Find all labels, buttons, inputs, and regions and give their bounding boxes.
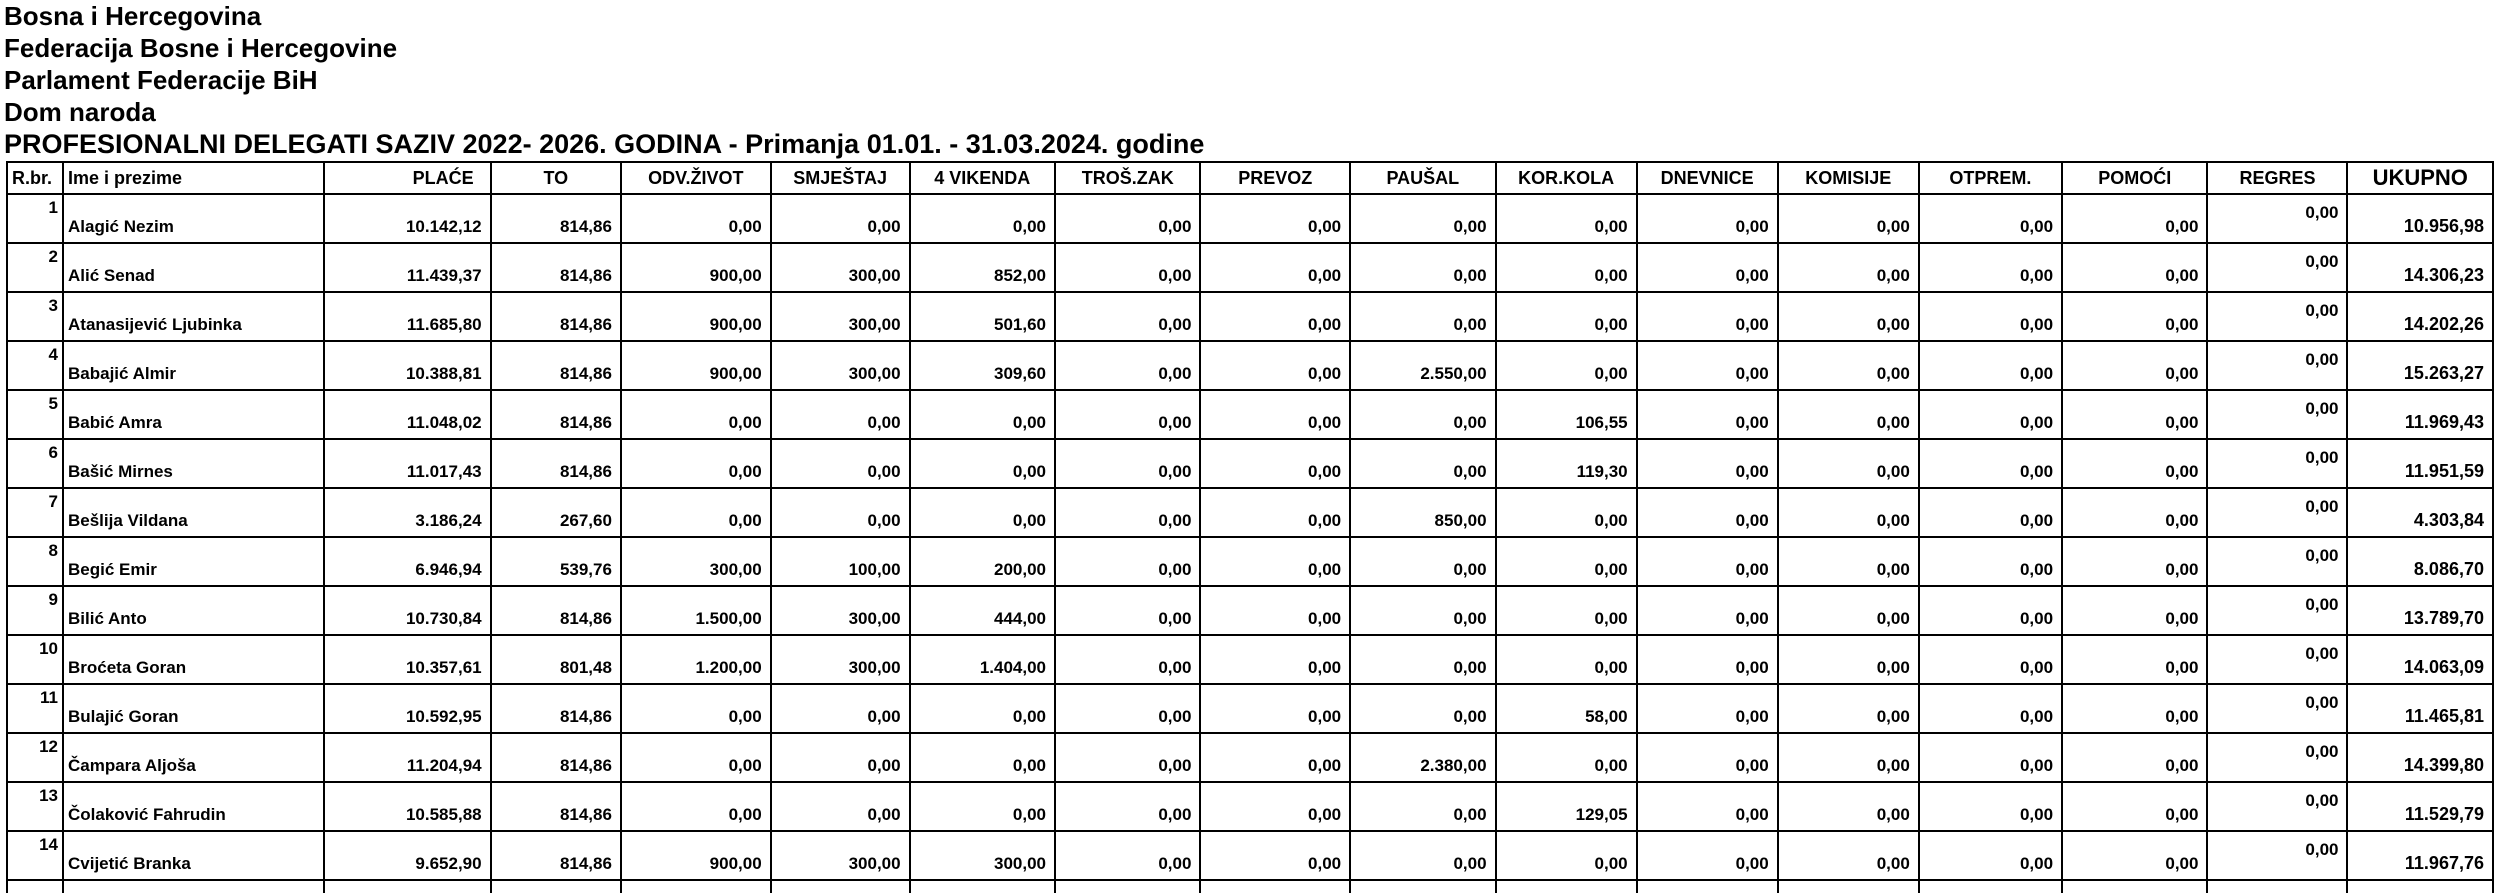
col-header-tros-zak: TROŠ.ZAK <box>1055 162 1200 194</box>
col-header-4-vikenda: 4 VIKENDA <box>910 162 1055 194</box>
cell-dnevnice: 0,00 <box>1637 243 1778 292</box>
cell-pomoci: 0,00 <box>2062 439 2207 488</box>
cell-komisije: 0,00 <box>1778 733 1919 782</box>
cell-otprem: 0,00 <box>1919 292 2062 341</box>
cell-kor-kola: 0,00 <box>1496 292 1637 341</box>
cell-tros-zak: 0,00 <box>1055 243 1200 292</box>
cell-pomoci: 0,00 <box>2062 341 2207 390</box>
cell-dnevnice: 0,00 <box>1637 341 1778 390</box>
cell-prevoz: 0,00 <box>1200 194 1350 243</box>
cell-place: 11.439,37 <box>324 243 491 292</box>
cell-place: 10.592,95 <box>324 684 491 733</box>
col-header-ukupno: UKUPNO <box>2347 162 2493 194</box>
cell-tros-zak: 0,00 <box>1055 586 1200 635</box>
cell-regres: 0,00 <box>2207 243 2347 292</box>
cell-4-vikenda: 0,00 <box>910 782 1055 831</box>
cell-ukupno: 14.063,09 <box>2347 635 2493 684</box>
cell-rbr: 2 <box>7 243 63 292</box>
cell-pausal: 0,00 <box>1350 684 1495 733</box>
cell-prevoz: 0,00 <box>1200 586 1350 635</box>
col-header-kor-kola: KOR.KOLA <box>1496 162 1637 194</box>
continuation-cell <box>491 880 621 893</box>
cell-komisije: 0,00 <box>1778 537 1919 586</box>
col-header-pomoci: POMOĆI <box>2062 162 2207 194</box>
cell-prevoz: 0,00 <box>1200 782 1350 831</box>
cell-odv-zivot: 900,00 <box>621 831 771 880</box>
cell-komisije: 0,00 <box>1778 439 1919 488</box>
cell-4-vikenda: 0,00 <box>910 733 1055 782</box>
cell-rbr: 9 <box>7 586 63 635</box>
cell-rbr: 1 <box>7 194 63 243</box>
cell-pomoci: 0,00 <box>2062 635 2207 684</box>
cell-4-vikenda: 0,00 <box>910 194 1055 243</box>
cell-prevoz: 0,00 <box>1200 733 1350 782</box>
cell-kor-kola: 0,00 <box>1496 243 1637 292</box>
continuation-cell <box>1350 880 1495 893</box>
cell-odv-zivot: 0,00 <box>621 194 771 243</box>
cell-regres: 0,00 <box>2207 782 2347 831</box>
cell-kor-kola: 0,00 <box>1496 537 1637 586</box>
cell-tros-zak: 0,00 <box>1055 537 1200 586</box>
cell-regres: 0,00 <box>2207 537 2347 586</box>
cell-tros-zak: 0,00 <box>1055 831 1200 880</box>
document-header <box>4 0 1204 160</box>
col-header-rbr: R.br. <box>7 162 63 194</box>
cell-name: Babić Amra <box>63 390 324 439</box>
cell-otprem: 0,00 <box>1919 782 2062 831</box>
cell-pausal: 0,00 <box>1350 635 1495 684</box>
cell-regres: 0,00 <box>2207 439 2347 488</box>
continuation-cell <box>7 880 63 893</box>
cell-komisije: 0,00 <box>1778 488 1919 537</box>
col-header-name: Ime i prezime <box>63 162 324 194</box>
house-line: Dom naroda <box>4 97 156 127</box>
table-row <box>7 586 2493 635</box>
table-row <box>7 488 2493 537</box>
cell-to: 801,48 <box>491 635 621 684</box>
cell-prevoz: 0,00 <box>1200 488 1350 537</box>
cell-regres: 0,00 <box>2207 390 2347 439</box>
cell-odv-zivot: 0,00 <box>621 782 771 831</box>
cell-smjestaj: 300,00 <box>771 292 910 341</box>
cell-name: Bulajić Goran <box>63 684 324 733</box>
cell-odv-zivot: 900,00 <box>621 243 771 292</box>
cell-otprem: 0,00 <box>1919 439 2062 488</box>
continuation-cell <box>1496 880 1637 893</box>
cell-tros-zak: 0,00 <box>1055 733 1200 782</box>
continuation-cell <box>910 880 1055 893</box>
table-row <box>7 341 2493 390</box>
cell-regres: 0,00 <box>2207 341 2347 390</box>
cell-4-vikenda: 0,00 <box>910 488 1055 537</box>
cell-tros-zak: 0,00 <box>1055 292 1200 341</box>
cell-dnevnice: 0,00 <box>1637 292 1778 341</box>
cell-place: 10.357,61 <box>324 635 491 684</box>
cell-prevoz: 0,00 <box>1200 684 1350 733</box>
cell-ukupno: 15.263,27 <box>2347 341 2493 390</box>
cell-to: 814,86 <box>491 782 621 831</box>
cell-komisije: 0,00 <box>1778 194 1919 243</box>
cell-pomoci: 0,00 <box>2062 733 2207 782</box>
cell-pausal: 0,00 <box>1350 831 1495 880</box>
cell-to: 814,86 <box>491 586 621 635</box>
cell-4-vikenda: 0,00 <box>910 390 1055 439</box>
cell-komisije: 0,00 <box>1778 831 1919 880</box>
cell-pausal: 0,00 <box>1350 439 1495 488</box>
continuation-cell <box>771 880 910 893</box>
table-row <box>7 537 2493 586</box>
cell-smjestaj: 100,00 <box>771 537 910 586</box>
col-header-pausal: PAUŠAL <box>1350 162 1495 194</box>
cell-komisije: 0,00 <box>1778 390 1919 439</box>
cell-kor-kola: 0,00 <box>1496 488 1637 537</box>
cell-pausal: 0,00 <box>1350 194 1495 243</box>
cell-odv-zivot: 0,00 <box>621 684 771 733</box>
cell-tros-zak: 0,00 <box>1055 684 1200 733</box>
cell-4-vikenda: 309,60 <box>910 341 1055 390</box>
table-body <box>7 194 2493 893</box>
cell-ukupno: 8.086,70 <box>2347 537 2493 586</box>
col-header-komisije: KOMISIJE <box>1778 162 1919 194</box>
cell-smjestaj: 0,00 <box>771 439 910 488</box>
cell-place: 9.652,90 <box>324 831 491 880</box>
cell-prevoz: 0,00 <box>1200 831 1350 880</box>
cell-pausal: 2.380,00 <box>1350 733 1495 782</box>
cell-tros-zak: 0,00 <box>1055 488 1200 537</box>
cell-to: 814,86 <box>491 733 621 782</box>
cell-place: 10.585,88 <box>324 782 491 831</box>
cell-4-vikenda: 0,00 <box>910 684 1055 733</box>
cell-smjestaj: 300,00 <box>771 586 910 635</box>
table-row <box>7 390 2493 439</box>
cell-rbr: 4 <box>7 341 63 390</box>
cell-kor-kola: 106,55 <box>1496 390 1637 439</box>
cell-pausal: 0,00 <box>1350 390 1495 439</box>
cell-pomoci: 0,00 <box>2062 782 2207 831</box>
cell-otprem: 0,00 <box>1919 831 2062 880</box>
cell-to: 814,86 <box>491 194 621 243</box>
cell-dnevnice: 0,00 <box>1637 194 1778 243</box>
cell-smjestaj: 0,00 <box>771 782 910 831</box>
cell-smjestaj: 0,00 <box>771 684 910 733</box>
cell-place: 10.142,12 <box>324 194 491 243</box>
cell-kor-kola: 0,00 <box>1496 635 1637 684</box>
cell-rbr: 10 <box>7 635 63 684</box>
cell-ukupno: 11.951,59 <box>2347 439 2493 488</box>
cell-4-vikenda: 852,00 <box>910 243 1055 292</box>
cell-ukupno: 11.465,81 <box>2347 684 2493 733</box>
cell-name: Bilić Anto <box>63 586 324 635</box>
cell-rbr: 8 <box>7 537 63 586</box>
cell-smjestaj: 0,00 <box>771 733 910 782</box>
cell-tros-zak: 0,00 <box>1055 439 1200 488</box>
cell-regres: 0,00 <box>2207 586 2347 635</box>
continuation-cell <box>63 880 324 893</box>
cell-tros-zak: 0,00 <box>1055 390 1200 439</box>
table-row <box>7 782 2493 831</box>
cell-odv-zivot: 0,00 <box>621 733 771 782</box>
cell-kor-kola: 0,00 <box>1496 586 1637 635</box>
cell-place: 11.204,94 <box>324 733 491 782</box>
cell-otprem: 0,00 <box>1919 488 2062 537</box>
table-header-row <box>7 162 2493 194</box>
continuation-cell <box>1778 880 1919 893</box>
cell-odv-zivot: 900,00 <box>621 341 771 390</box>
cell-pausal: 0,00 <box>1350 243 1495 292</box>
cell-to: 814,86 <box>491 439 621 488</box>
cell-rbr: 5 <box>7 390 63 439</box>
continuation-cell <box>1919 880 2062 893</box>
cell-otprem: 0,00 <box>1919 341 2062 390</box>
cell-prevoz: 0,00 <box>1200 439 1350 488</box>
cell-odv-zivot: 300,00 <box>621 537 771 586</box>
cell-4-vikenda: 1.404,00 <box>910 635 1055 684</box>
col-header-smjestaj: SMJEŠTAJ <box>771 162 910 194</box>
continuation-cell <box>324 880 491 893</box>
cell-to: 539,76 <box>491 537 621 586</box>
report-title: PROFESIONALNI DELEGATI SAZIV 2022- 2026. GODINA - Primanja 01.01. - 31.03.2024. godine <box>4 129 1205 159</box>
cell-otprem: 0,00 <box>1919 635 2062 684</box>
cell-name: Alagić Nezim <box>63 194 324 243</box>
cell-komisije: 0,00 <box>1778 586 1919 635</box>
table-row <box>7 635 2493 684</box>
cell-pausal: 0,00 <box>1350 292 1495 341</box>
cell-to: 814,86 <box>491 341 621 390</box>
cell-ukupno: 11.969,43 <box>2347 390 2493 439</box>
income-table <box>6 161 2494 893</box>
cell-to: 267,60 <box>491 488 621 537</box>
cell-prevoz: 0,00 <box>1200 635 1350 684</box>
cell-to: 814,86 <box>491 390 621 439</box>
cell-otprem: 0,00 <box>1919 390 2062 439</box>
cell-odv-zivot: 1.500,00 <box>621 586 771 635</box>
cell-name: Alić Senad <box>63 243 324 292</box>
cell-dnevnice: 0,00 <box>1637 586 1778 635</box>
cell-name: Begić Emir <box>63 537 324 586</box>
cell-4-vikenda: 200,00 <box>910 537 1055 586</box>
cell-rbr: 11 <box>7 684 63 733</box>
col-header-otprem: OTPREM. <box>1919 162 2062 194</box>
cell-regres: 0,00 <box>2207 831 2347 880</box>
cell-ukupno: 4.303,84 <box>2347 488 2493 537</box>
cell-prevoz: 0,00 <box>1200 341 1350 390</box>
cell-pausal: 0,00 <box>1350 537 1495 586</box>
cell-dnevnice: 0,00 <box>1637 488 1778 537</box>
cell-smjestaj: 0,00 <box>771 390 910 439</box>
federation-line: Federacija Bosne i Hercegovine <box>4 33 398 63</box>
continuation-cell <box>1637 880 1778 893</box>
cell-rbr: 12 <box>7 733 63 782</box>
cell-regres: 0,00 <box>2207 635 2347 684</box>
col-header-place: PLAĆE <box>324 162 491 194</box>
cell-pausal: 2.550,00 <box>1350 341 1495 390</box>
cell-pausal: 850,00 <box>1350 488 1495 537</box>
continuation-cell <box>621 880 771 893</box>
cell-name: Broćeta Goran <box>63 635 324 684</box>
cell-name: Cvijetić Branka <box>63 831 324 880</box>
cell-place: 11.685,80 <box>324 292 491 341</box>
cell-prevoz: 0,00 <box>1200 292 1350 341</box>
parliament-line: Parlament Federacije BiH <box>4 65 318 95</box>
continuation-cell <box>1200 880 1350 893</box>
cell-to: 814,86 <box>491 684 621 733</box>
cell-pomoci: 0,00 <box>2062 684 2207 733</box>
cell-to: 814,86 <box>491 292 621 341</box>
cell-komisije: 0,00 <box>1778 782 1919 831</box>
cell-tros-zak: 0,00 <box>1055 635 1200 684</box>
cell-place: 10.388,81 <box>324 341 491 390</box>
table-row <box>7 439 2493 488</box>
cell-pomoci: 0,00 <box>2062 537 2207 586</box>
cell-rbr: 14 <box>7 831 63 880</box>
cell-prevoz: 0,00 <box>1200 390 1350 439</box>
col-header-to: TO <box>491 162 621 194</box>
cell-komisije: 0,00 <box>1778 684 1919 733</box>
cell-ukupno: 14.306,23 <box>2347 243 2493 292</box>
cell-odv-zivot: 0,00 <box>621 390 771 439</box>
table-row <box>7 194 2493 243</box>
cell-otprem: 0,00 <box>1919 733 2062 782</box>
cell-4-vikenda: 0,00 <box>910 439 1055 488</box>
cell-smjestaj: 300,00 <box>771 243 910 292</box>
cell-tros-zak: 0,00 <box>1055 194 1200 243</box>
continuation-cell <box>2062 880 2207 893</box>
cell-to: 814,86 <box>491 831 621 880</box>
cell-name: Bešlija Vildana <box>63 488 324 537</box>
cell-rbr: 6 <box>7 439 63 488</box>
table-row <box>7 292 2493 341</box>
cell-regres: 0,00 <box>2207 194 2347 243</box>
cell-prevoz: 0,00 <box>1200 537 1350 586</box>
cell-komisije: 0,00 <box>1778 243 1919 292</box>
cell-pausal: 0,00 <box>1350 586 1495 635</box>
cell-kor-kola: 0,00 <box>1496 831 1637 880</box>
cell-otprem: 0,00 <box>1919 243 2062 292</box>
cell-smjestaj: 0,00 <box>771 488 910 537</box>
cell-name: Čampara Aljoša <box>63 733 324 782</box>
table-row <box>7 831 2493 880</box>
cell-odv-zivot: 1.200,00 <box>621 635 771 684</box>
cell-smjestaj: 0,00 <box>771 194 910 243</box>
cell-rbr: 13 <box>7 782 63 831</box>
cell-pomoci: 0,00 <box>2062 586 2207 635</box>
cell-to: 814,86 <box>491 243 621 292</box>
cell-komisije: 0,00 <box>1778 292 1919 341</box>
cell-ukupno: 14.202,26 <box>2347 292 2493 341</box>
cell-regres: 0,00 <box>2207 684 2347 733</box>
cell-tros-zak: 0,00 <box>1055 341 1200 390</box>
cell-place: 11.048,02 <box>324 390 491 439</box>
cell-ukupno: 11.967,76 <box>2347 831 2493 880</box>
cell-place: 11.017,43 <box>324 439 491 488</box>
cell-dnevnice: 0,00 <box>1637 390 1778 439</box>
cell-pomoci: 0,00 <box>2062 831 2207 880</box>
cell-tros-zak: 0,00 <box>1055 782 1200 831</box>
col-header-regres: REGRES <box>2207 162 2347 194</box>
cell-rbr: 3 <box>7 292 63 341</box>
cell-rbr: 7 <box>7 488 63 537</box>
cell-regres: 0,00 <box>2207 292 2347 341</box>
cell-ukupno: 13.789,70 <box>2347 586 2493 635</box>
cell-dnevnice: 0,00 <box>1637 831 1778 880</box>
cell-kor-kola: 0,00 <box>1496 194 1637 243</box>
cell-odv-zivot: 900,00 <box>621 292 771 341</box>
cell-name: Bašić Mirnes <box>63 439 324 488</box>
cell-regres: 0,00 <box>2207 488 2347 537</box>
cell-kor-kola: 119,30 <box>1496 439 1637 488</box>
cell-regres: 0,00 <box>2207 733 2347 782</box>
cell-dnevnice: 0,00 <box>1637 537 1778 586</box>
cell-smjestaj: 300,00 <box>771 831 910 880</box>
cell-dnevnice: 0,00 <box>1637 782 1778 831</box>
table-row <box>7 243 2493 292</box>
cell-4-vikenda: 444,00 <box>910 586 1055 635</box>
cell-kor-kola: 129,05 <box>1496 782 1637 831</box>
cell-odv-zivot: 0,00 <box>621 439 771 488</box>
cell-smjestaj: 300,00 <box>771 341 910 390</box>
cell-place: 3.186,24 <box>324 488 491 537</box>
cell-4-vikenda: 300,00 <box>910 831 1055 880</box>
cell-ukupno: 11.529,79 <box>2347 782 2493 831</box>
cell-pomoci: 0,00 <box>2062 243 2207 292</box>
cell-komisije: 0,00 <box>1778 635 1919 684</box>
continuation-cell <box>2207 880 2347 893</box>
col-header-odv-zivot: ODV.ŽIVOT <box>621 162 771 194</box>
cell-prevoz: 0,00 <box>1200 243 1350 292</box>
cell-otprem: 0,00 <box>1919 537 2062 586</box>
country-line: Bosna i Hercegovina <box>4 1 262 31</box>
cell-kor-kola: 58,00 <box>1496 684 1637 733</box>
cell-dnevnice: 0,00 <box>1637 684 1778 733</box>
cell-dnevnice: 0,00 <box>1637 733 1778 782</box>
cell-4-vikenda: 501,60 <box>910 292 1055 341</box>
cell-pomoci: 0,00 <box>2062 390 2207 439</box>
cell-pausal: 0,00 <box>1350 782 1495 831</box>
cell-kor-kola: 0,00 <box>1496 733 1637 782</box>
continuation-cell <box>1055 880 1200 893</box>
cell-name: Atanasijević Ljubinka <box>63 292 324 341</box>
continuation-cell <box>2347 880 2493 893</box>
cell-otprem: 0,00 <box>1919 684 2062 733</box>
cell-place: 6.946,94 <box>324 537 491 586</box>
cell-otprem: 0,00 <box>1919 194 2062 243</box>
table-row <box>7 733 2493 782</box>
cell-place: 10.730,84 <box>324 586 491 635</box>
cell-otprem: 0,00 <box>1919 586 2062 635</box>
table-row <box>7 684 2493 733</box>
cell-kor-kola: 0,00 <box>1496 341 1637 390</box>
col-header-prevoz: PREVOZ <box>1200 162 1350 194</box>
table-continuation-row <box>7 880 2493 893</box>
cell-dnevnice: 0,00 <box>1637 635 1778 684</box>
cell-smjestaj: 300,00 <box>771 635 910 684</box>
cell-dnevnice: 0,00 <box>1637 439 1778 488</box>
col-header-dnevnice: DNEVNICE <box>1637 162 1778 194</box>
cell-ukupno: 10.956,98 <box>2347 194 2493 243</box>
cell-odv-zivot: 0,00 <box>621 488 771 537</box>
cell-komisije: 0,00 <box>1778 341 1919 390</box>
cell-pomoci: 0,00 <box>2062 488 2207 537</box>
cell-ukupno: 14.399,80 <box>2347 733 2493 782</box>
cell-name: Čolaković Fahrudin <box>63 782 324 831</box>
cell-name: Babajić Almir <box>63 341 324 390</box>
cell-pomoci: 0,00 <box>2062 292 2207 341</box>
cell-pomoci: 0,00 <box>2062 194 2207 243</box>
